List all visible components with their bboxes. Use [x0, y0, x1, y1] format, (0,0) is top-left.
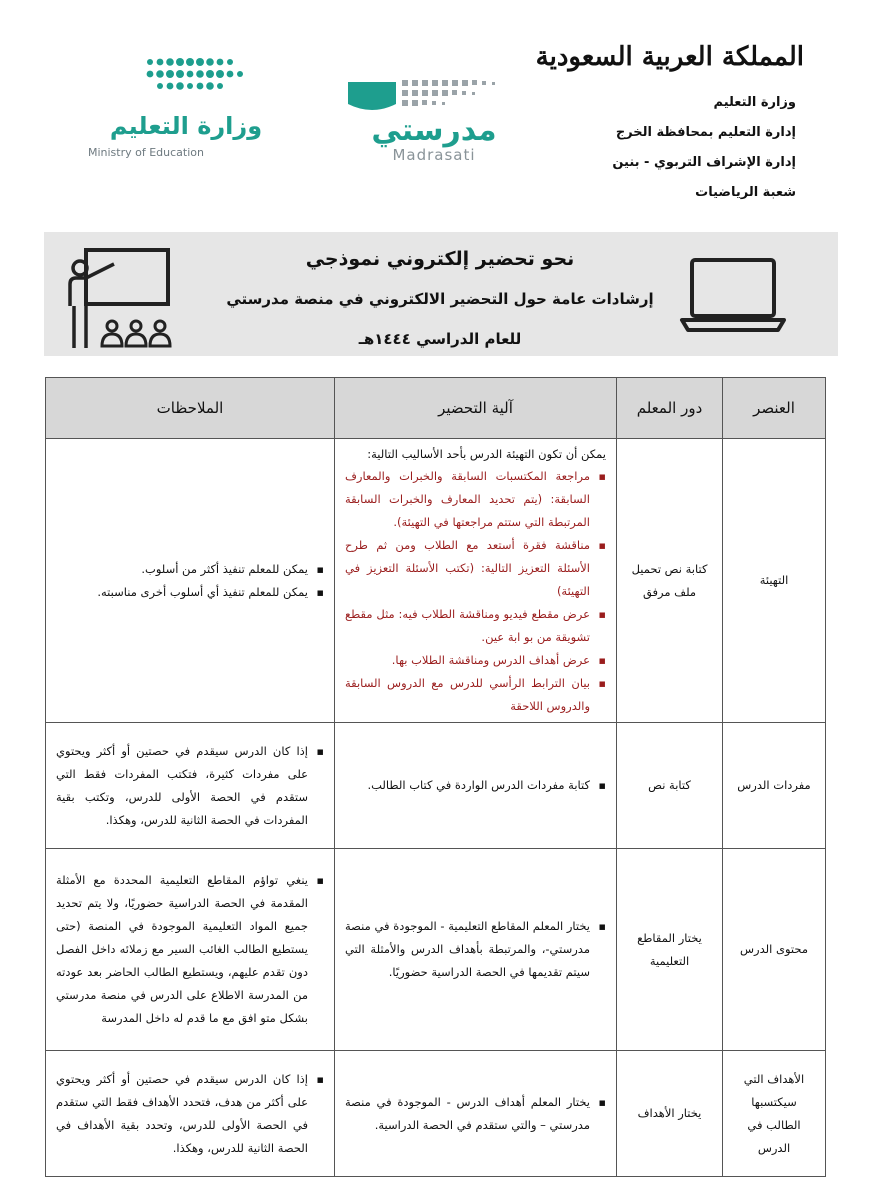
mechanism-cell — [335, 1051, 617, 1177]
banner-subtitle: إرشادات عامة حول التحضير الالكتروني في منصة مدرستي — [226, 290, 654, 308]
moe-logo-graphic — [76, 54, 286, 164]
mechanism-cell — [335, 723, 617, 849]
math-section: شعبة الرياضيات — [695, 185, 796, 200]
teacher-board-icon — [64, 244, 184, 354]
madrasati-logo-en: Madrasati — [392, 146, 476, 164]
ministry-info — [536, 88, 796, 208]
element-cell: الأهداف التي سيكتسبها الطالب في الدرس — [723, 1051, 826, 1177]
list-item: ▪ مراجعة المكتسبات السابقة والخبرات والمعارف السابقة: (يتم تحديد المعارف والخبرات السابقة المرتبطة التي ستتم مراجعتها في التهيئة). — [345, 465, 590, 534]
mechanism-cell — [335, 849, 617, 1051]
madrasati-logo — [338, 66, 518, 176]
column-header-notes: الملاحظات — [46, 378, 335, 439]
list-item: ▪ مناقشة فقرة أستعد مع الطلاب ومن ثم طرح الأسئلة التعزيز التالية: (تكتب الأسئلة التعزيز في التهيئة) — [345, 534, 590, 603]
role-cell: يختار الأهداف — [617, 1051, 723, 1177]
mechanism-intro: يمكن أن تكون التهيئة الدرس بأحد الأساليب التالية: — [367, 447, 606, 461]
table-row — [46, 849, 826, 1051]
element-cell: التهيئة — [723, 439, 826, 723]
ministry-name: وزارة التعليم — [713, 95, 796, 110]
list-item: ▪ ينغي تواؤم المقاطع التعليمية المحددة مع الأمثلة المقدمة في الحصة الدراسية حضوريًا، ولا يتم تحديد جميع المواد التعليمية الموجودة في المنصة (حتى يستطيع الطالب الغائب السير مع زملائه داخل الفصل دون تقدم عليهم، ويستطيع الطالب الحاضر بعد عودته من المدرسة الاطلاع على الدرس في منصة مدرستي بشكل متو افق مع ما قدم له داخل المدرسة — [56, 869, 308, 1030]
list-item: ▪ يمكن للمعلم تنفيذ أي أسلوب أخرى مناسبته. — [56, 581, 308, 604]
list-item: ▪ عرض مقطع فيديو ومناقشة الطلاب فيه: مثل مقطع تشويقة من بو ابة عين. — [345, 603, 590, 649]
list-item: ▪ يختار المعلم أهداف الدرس - الموجودة في منصة مدرستي – والتي ستقدم في الحصة الدراسية. — [345, 1091, 590, 1137]
notes-cell — [46, 849, 335, 1051]
moe-logo — [76, 54, 286, 164]
list-item: ▪ يختار المعلم المقاطع التعليمية - الموجودة في منصة مدرستي-، والمرتبطة بأهداف الدرس والأمثلة التي سيتم تقديمها في الحصة الدراسية حضوريًا. — [345, 915, 590, 984]
element-cell: محتوى الدرس — [723, 849, 826, 1051]
table-row — [46, 439, 826, 723]
list-item: ▪ بيان الترابط الرأسي للدرس مع الدروس السابقة والدروس اللاحقة — [345, 672, 590, 718]
column-header-element: العنصر — [723, 378, 826, 439]
list-item: ▪ إذا كان الدرس سيقدم في حصتين أو أكثر ويحتوي على مفردات كثيرة، فتكتب المفردات فقط التي ستقدم في الحصة الأولى للدرس، وتكتب بقية المفردات في الحصة الثانية للدرس، وهكذا. — [56, 740, 308, 832]
table-header-row — [46, 378, 826, 439]
supervision-department: إدارة الإشراف التربوي - بنين — [612, 155, 796, 170]
kingdom-title: المملكة العربية السعودية — [535, 42, 804, 72]
list-item: ▪ يمكن للمعلم تنفيذ أكثر من أسلوب. — [56, 558, 308, 581]
column-header-role: دور المعلم — [617, 378, 723, 439]
column-header-mechanism: آلية التحضير — [335, 378, 617, 439]
mechanism-cell — [335, 439, 617, 723]
list-item: ▪ إذا كان الدرس سيقدم في حصتين أو أكثر ويحتوي على أكثر من هدف، فتحدد الأهداف فقط التي ستقدم في الحصة الأولى للدرس، وتحدد بقية الأهداف في الحصة الثانية للدرس، وهكذا. — [56, 1068, 308, 1160]
role-cell: يختار المقاطع التعليمية — [617, 849, 723, 1051]
madrasati-logo-ar: مدرستي — [371, 113, 497, 148]
madrasati-logo-graphic — [338, 66, 518, 176]
moe-logo-ar: وزارة التعليم — [109, 112, 263, 140]
education-department: إدارة التعليم بمحافظة الخرج — [615, 125, 796, 140]
banner-year: للعام الدراسي ١٤٤٤هـ — [358, 330, 522, 348]
laptop-icon — [678, 254, 788, 338]
preparation-table — [45, 377, 826, 1177]
notes-cell — [46, 723, 335, 849]
banner-title: نحو تحضير إلكتروني نموذجي — [305, 248, 575, 270]
table-row — [46, 723, 826, 849]
role-cell: كتابة نص — [617, 723, 723, 849]
list-item: ▪ عرض أهداف الدرس ومناقشة الطلاب بها. — [345, 649, 590, 672]
notes-cell — [46, 1051, 335, 1177]
role-cell: كتابة نص تحميل ملف مرفق — [617, 439, 723, 723]
notes-cell — [46, 439, 335, 723]
table-row — [46, 1051, 826, 1177]
element-cell: مفردات الدرس — [723, 723, 826, 849]
moe-logo-en: Ministry of Education — [87, 146, 205, 159]
list-item: ▪ كتابة مفردات الدرس الواردة في كتاب الطالب. — [345, 774, 590, 797]
